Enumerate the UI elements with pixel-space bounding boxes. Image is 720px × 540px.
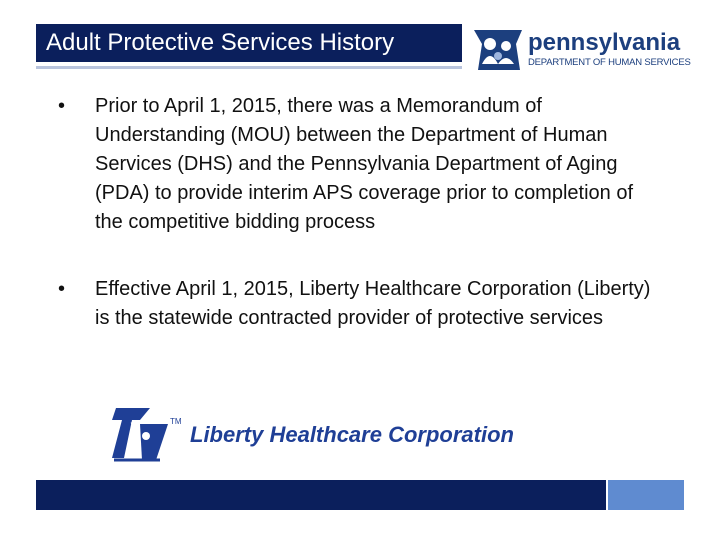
footer-accent-block	[608, 480, 684, 510]
bullet-text: Prior to April 1, 2015, there was a Memorandum of Understanding (MOU) between the Department of Human Services (DHS) and the Pennsylvania Department of Aging (PDA) to provide interim APS coverage prior to completion of the competitive bidding process	[95, 95, 634, 233]
department-name: DEPARTMENT OF HUMAN SERVICES	[528, 57, 691, 68]
bullet-marker: •	[58, 95, 66, 117]
liberty-torch-icon	[112, 408, 168, 460]
liberty-wordmark: Liberty Healthcare Corporation	[190, 422, 514, 447]
footer-bar	[36, 480, 606, 510]
slide-title-bar	[36, 24, 462, 62]
bullet-text: Effective April 1, 2015, Liberty Healthcare Corporation (Liberty) is the statewide contracted provider of protective services	[95, 278, 651, 329]
slide-title: Adult Protective Services History	[46, 29, 395, 56]
bullet-item-liberty	[58, 275, 658, 333]
bullet-marker: •	[58, 278, 66, 300]
liberty-logo-graphic	[110, 402, 570, 466]
bullet-list	[58, 92, 658, 333]
bullet-item-mou	[58, 92, 658, 237]
liberty-healthcare-logo	[110, 402, 570, 466]
pennsylvania-dhs-logo	[470, 24, 710, 76]
keystone-family-icon	[470, 24, 526, 76]
trademark-mark: TM	[170, 417, 182, 426]
title-underline	[36, 66, 462, 69]
pennsylvania-wordmark: pennsylvania	[528, 29, 681, 56]
